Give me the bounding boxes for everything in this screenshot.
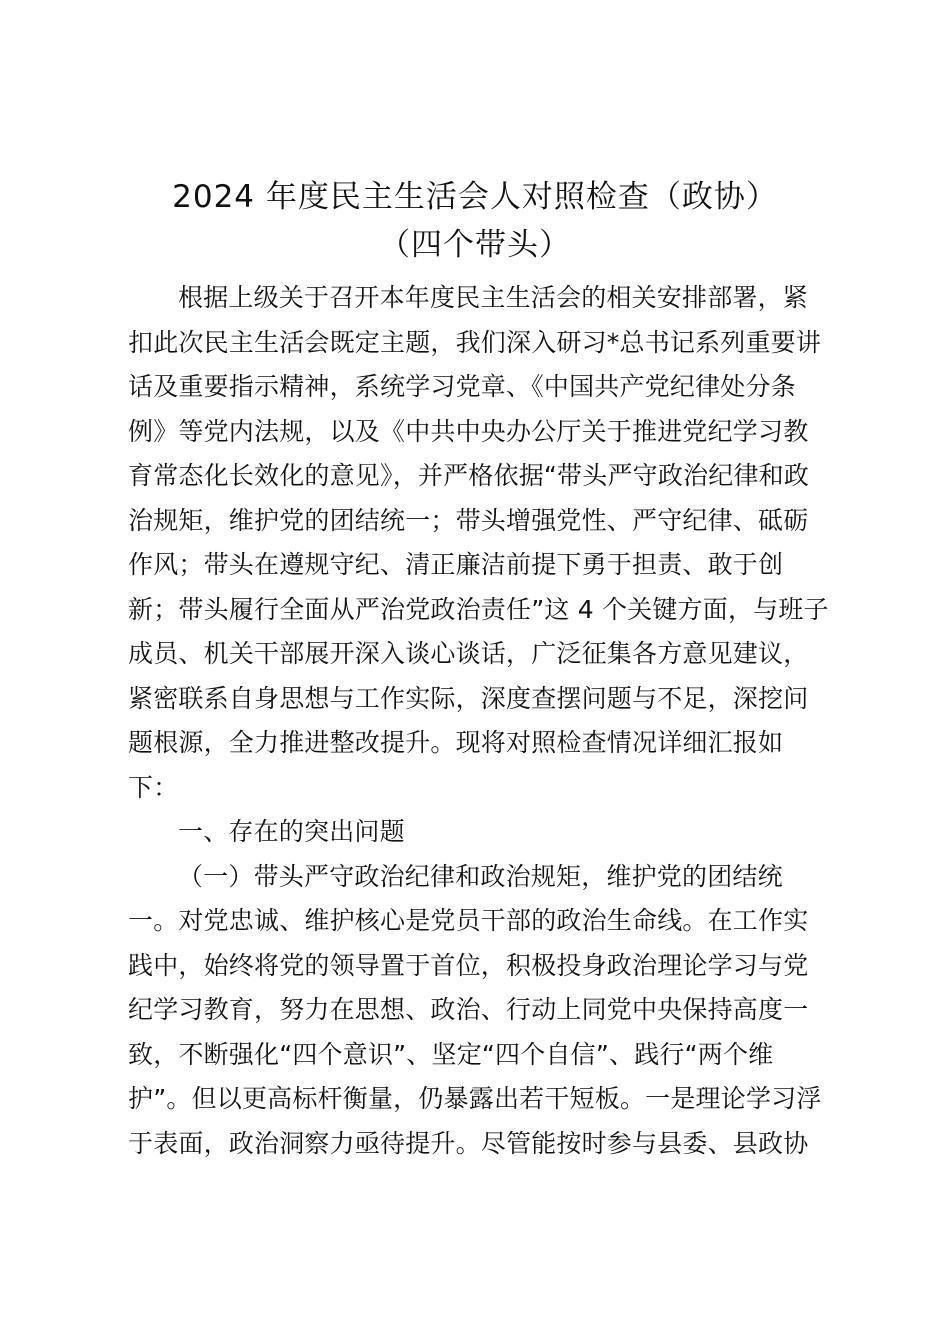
paragraph-line: 紧密联系自身思想与工作实际，深度查摆问题与不足，深挖问 (128, 684, 809, 713)
paragraph-line: 护”。但以更高标杆衡量，仍暴露出若干短板。一是理论学习浮 (128, 1084, 822, 1113)
paragraph-line: 育常态化长效化的意见》，并严格依据“带头严守政治纪律和政 (128, 461, 810, 490)
paragraph-line: 成员、机关干部展开深入谈心谈话，广泛征集各方意见建议， (128, 639, 809, 668)
paragraph-line: 治规矩，维护党的团结统一；带头增强党性、严守纪律、砥砺 (128, 506, 809, 535)
document-title-line-2: （四个带头） (379, 227, 571, 263)
paragraph-line: 下： (128, 773, 179, 802)
paragraph-line: 纪学习教育，努力在思想、政治、行动上同党中央保持高度一 (128, 995, 809, 1024)
paragraph-line: 一。对党忠诚、维护核心是党员干部的政治生命线。在工作实 (128, 906, 809, 935)
paragraph-line: 践中，始终将党的领导置于首位，积极投身政治理论学习与党 (128, 951, 809, 980)
paragraph-line: 致，不断强化“四个意识”、坚定“四个自信”、践行“两个维 (128, 1040, 774, 1069)
paragraph-line: 扣此次民主生活会既定主题，我们深入研习*总书记系列重要讲 (128, 328, 822, 357)
paragraph-line: 题根源，全力推进整改提升。现将对照检查情况详细汇报如 (128, 728, 784, 757)
paragraph-line: 话及重要指示精神，系统学习党章、《中国共产党纪律处分条 (128, 372, 796, 401)
paragraph-line: 例》等党内法规，以及《中共中央办公厅关于推进党纪学习教 (128, 417, 809, 446)
section-heading: 一、存在的突出问题 (178, 817, 405, 846)
paragraph-line: 新；带头履行全面从严治党政治责任”这 4 个关键方面，与班子 (128, 595, 829, 624)
paragraph-line: 根据上级关于召开本年度民主生活会的相关安排部署，紧 (178, 283, 809, 312)
paragraph-line: 于表面，政治洞察力亟待提升。尽管能按时参与县委、县政协 (128, 1129, 809, 1158)
document-title-line-1: 2024 年度民主生活会人对照检查（政协） (172, 179, 778, 215)
paragraph-line: （一）带头严守政治纪律和政治规矩，维护党的团结统 (178, 862, 783, 891)
paragraph-line: 作风；带头在遵规守纪、清正廉洁前提下勇于担责、敢于创 (128, 550, 784, 579)
